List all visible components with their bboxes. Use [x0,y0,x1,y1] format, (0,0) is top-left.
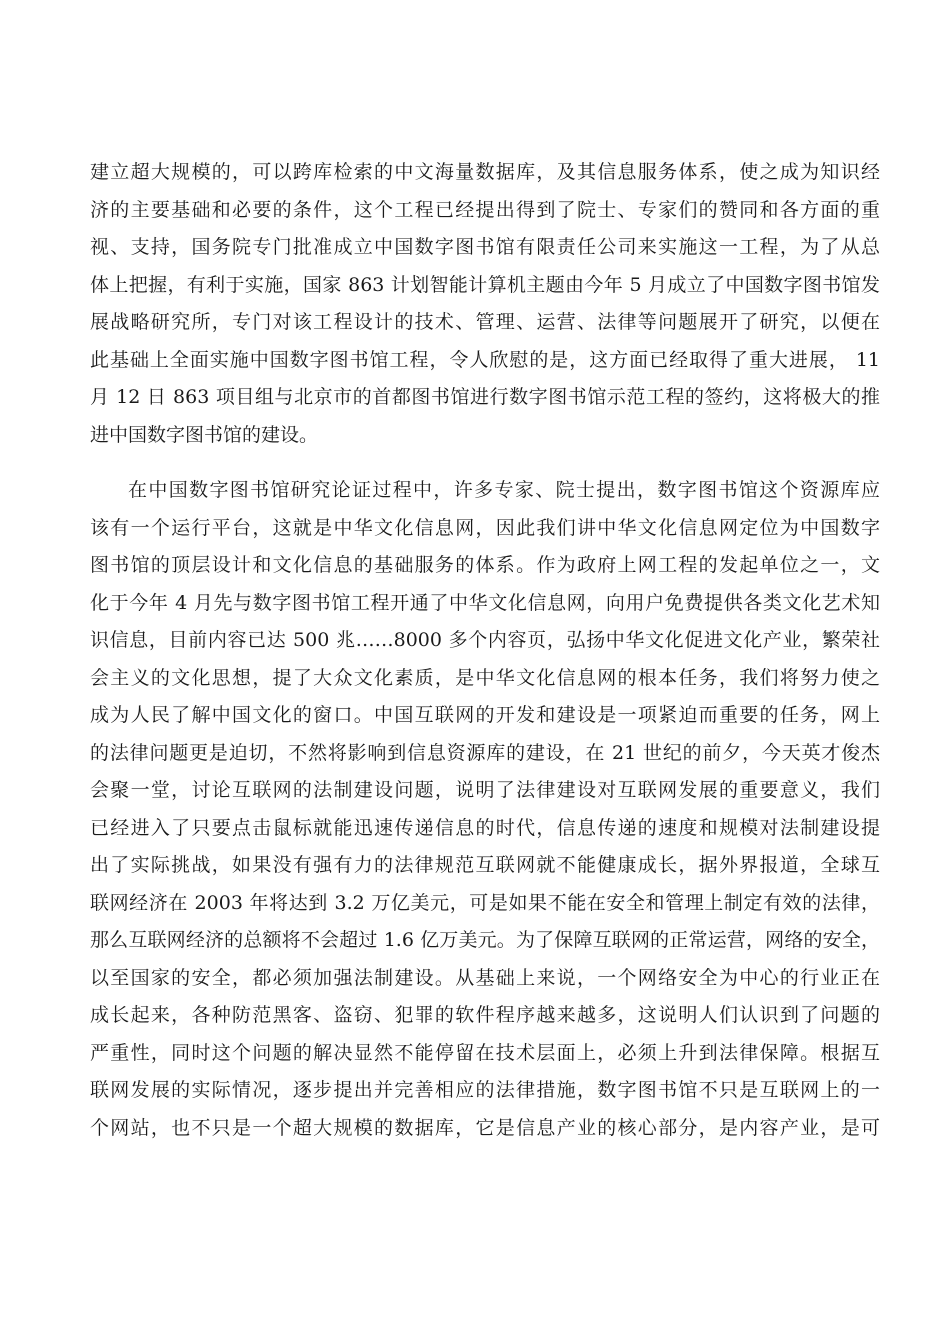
text-line: 严重性，同时这个问题的解决显然不能停留在技术层面上，必须上升到法律保障。根据互 [90,1041,880,1064]
text-line: 以至国家的安全，都必须加强法制建设。从基础上来说，一个网络安全为中心的行业正在 [90,966,880,989]
text-line: 的法律问题更是迫切，不然将影响到信息资源库的建设，在 21 世纪的前夕，今天英才俊杰 [90,741,880,764]
text-line: 成为人民了解中国文化的窗口。中国互联网的开发和建设是一项紧迫而重要的任务，网上 [90,704,880,726]
text-line: 已经进入了只要点击鼠标就能迅速传递信息的时代，信息传递的速度和规模对法制建设提 [90,816,880,839]
text-line: 视、支持，国务院专门批准成立中国数字图书馆有限责任公司来实施这一工程，为了从总 [90,236,880,258]
text-line: 图书馆的顶层设计和文化信息的基础服务的体系。作为政府上网工程的发起单位之一，文 [90,554,880,576]
text-line: 出了实际挑战，如果没有强有力的法律规范互联网就不能健康成长，据外界报道，全球互 [90,854,880,876]
text-line: 会主义的文化思想，提了大众文化素质，是中华文化信息网的根本任务，我们将努力使之 [90,666,880,689]
paragraph-2 [90,472,880,1147]
text-line: 化于今年 4 月先与数字图书馆工程开通了中华文化信息网，向用户免费提供各类文化艺术知 [90,591,880,614]
text-line: 个网站，也不只是一个超大规模的数据库，它是信息产业的核心部分，是内容产业，是可 [90,1116,880,1139]
text-line: 体上把握，有利于实施，国家 863 计划智能计算机主题由今年 5 月成立了中国数字图书馆发 [90,273,880,296]
text-line: 此基础上全面实施中国数字图书馆工程，令人欣慰的是，这方面已经取得了重大进展， 11 [90,348,880,371]
text-line: 进中国数字图书馆的建设。 [90,423,319,446]
text-line: 识信息，目前内容已达 500 兆……8000 多个内容页，弘扬中华文化促进文化产业，繁荣社 [90,629,880,651]
text-line: 会聚一堂，讨论互联网的法制建设问题，说明了法律建设对互联网发展的重要意义，我们 [90,779,880,801]
text-line: 那么互联网经济的总额将不会超过 1.6 亿万美元。为了保障互联网的正常运营，网络的安全， [90,929,880,951]
paragraph-1 [90,154,880,454]
text-line: 联网经济在 2003 年将达到 3.2 万亿美元，可是如果不能在安全和管理上制定有效的法律， [90,891,880,914]
text-line: 联网发展的实际情况，逐步提出并完善相应的法律措施，数字图书馆不只是互联网上的一 [90,1079,880,1101]
text-line: 月 12 日 863 项目组与北京市的首都图书馆进行数字图书馆示范工程的签约，这将极大的推 [90,386,880,408]
text-line: 该有一个运行平台，这就是中华文化信息网，因此我们讲中华文化信息网定位为中国数字 [90,516,880,539]
text-line: 济的主要基础和必要的条件，这个工程已经提出得到了院士、专家们的赞同和各方面的重 [90,198,880,221]
text-line: 成长起来，各种防范黑客、盗窃、犯罪的软件程序越来越多，这说明人们认识到了问题的 [90,1004,880,1026]
text-line: 展战略研究所，专门对该工程设计的技术、管理、运营、法律等问题展开了研究，以便在 [90,311,880,333]
text-line: 在中国数字图书馆研究论证过程中，许多专家、院士提出，数字图书馆这个资源库应 [128,479,880,501]
text-line: 建立超大规模的，可以跨库检索的中文海量数据库，及其信息服务体系，使之成为知识经 [90,161,880,183]
